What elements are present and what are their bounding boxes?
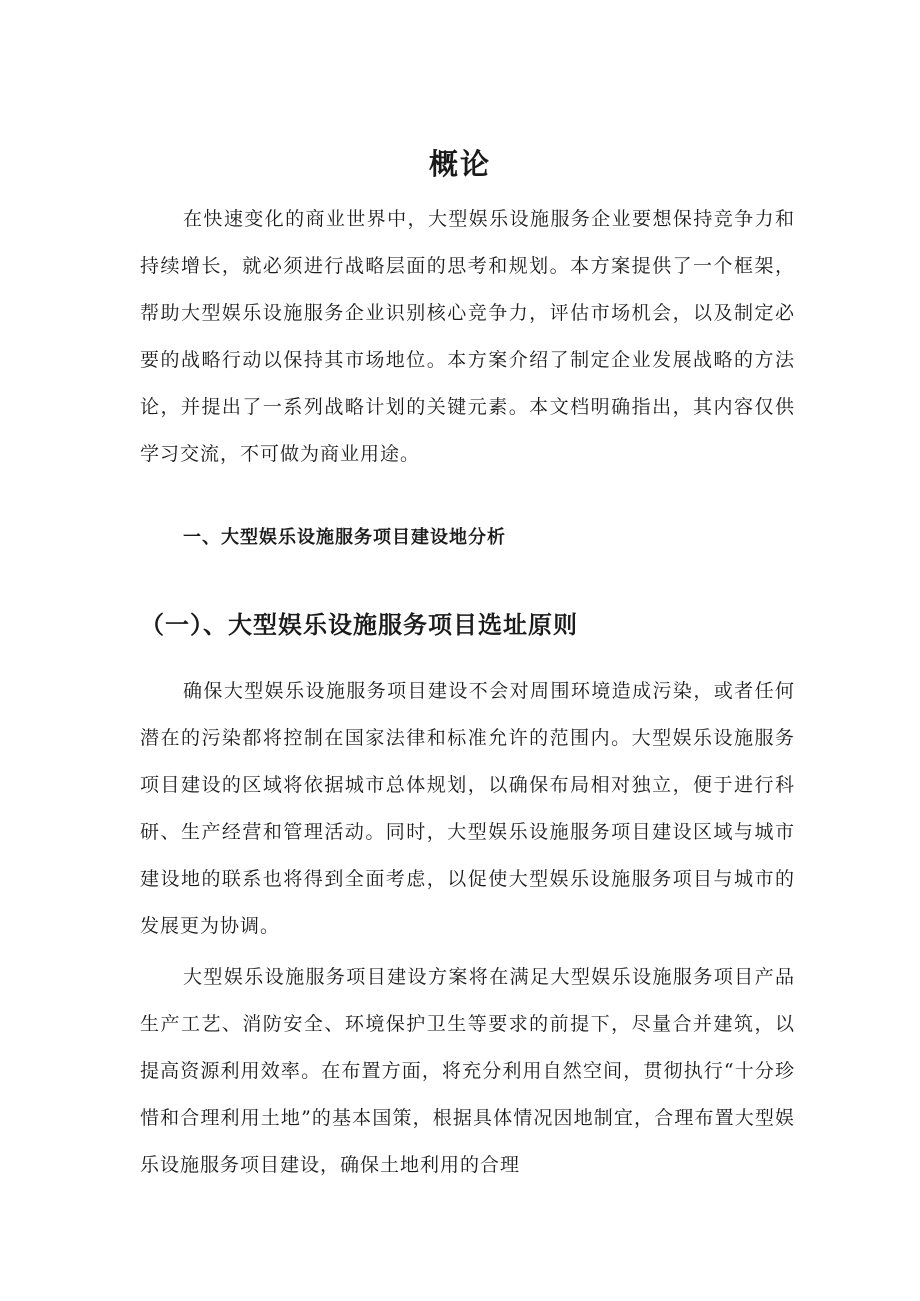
body-paragraph: 大型娱乐设施服务项目建设方案将在满足大型娱乐设施服务项目产品生产工艺、消防安全、环境保护卫生等要求的前提下，尽量合并建筑，以提高资源利用效率。在布置方面，将充分利用自然空间，贯彻执行“十分珍惜和合理利用土地”的基本国策，根据具体情况因地制宜，合理布置大型娱乐设施服务项目建设，确保土地利用的合理 — [140, 966, 795, 1176]
body-paragraph: 确保大型娱乐设施服务项目建设不会对周围环境造成污染，或者任何潜在的污染都将控制在国家法律和标准允许的范围内。大型娱乐设施服务项目建设的区域将依据城市总体规划，以确保布局相对独立，便于进行科研、生产经营和管理活动。同时，大型娱乐设施服务项目建设区域与城市建设地的联系也将得到全面考虑，以促使大型娱乐设施服务项目与城市的发展更为协调。 — [140, 680, 795, 937]
subsection-heading: （一）、大型娱乐设施服务项目选址原则 — [140, 610, 578, 639]
intro-paragraph: 在快速变化的商业世界中，大型娱乐设施服务企业要想保持竞争力和持续增长，就必须进行战略层面的思考和规划。本方案提供了一个框架，帮助大型娱乐设施服务企业识别核心竞争力，评估市场机会，以及制定必要的战略行动以保持其市场地位。本方案介绍了制定企业发展战略的方法论，并提出了一系列战略计划的关键元素。本文档明确指出，其内容仅供学习交流，不可做为商业用途。 — [140, 208, 795, 465]
section-heading: 一、大型娱乐设施服务项目建设地分析 — [183, 527, 506, 548]
document-title: 概论 — [428, 147, 491, 182]
